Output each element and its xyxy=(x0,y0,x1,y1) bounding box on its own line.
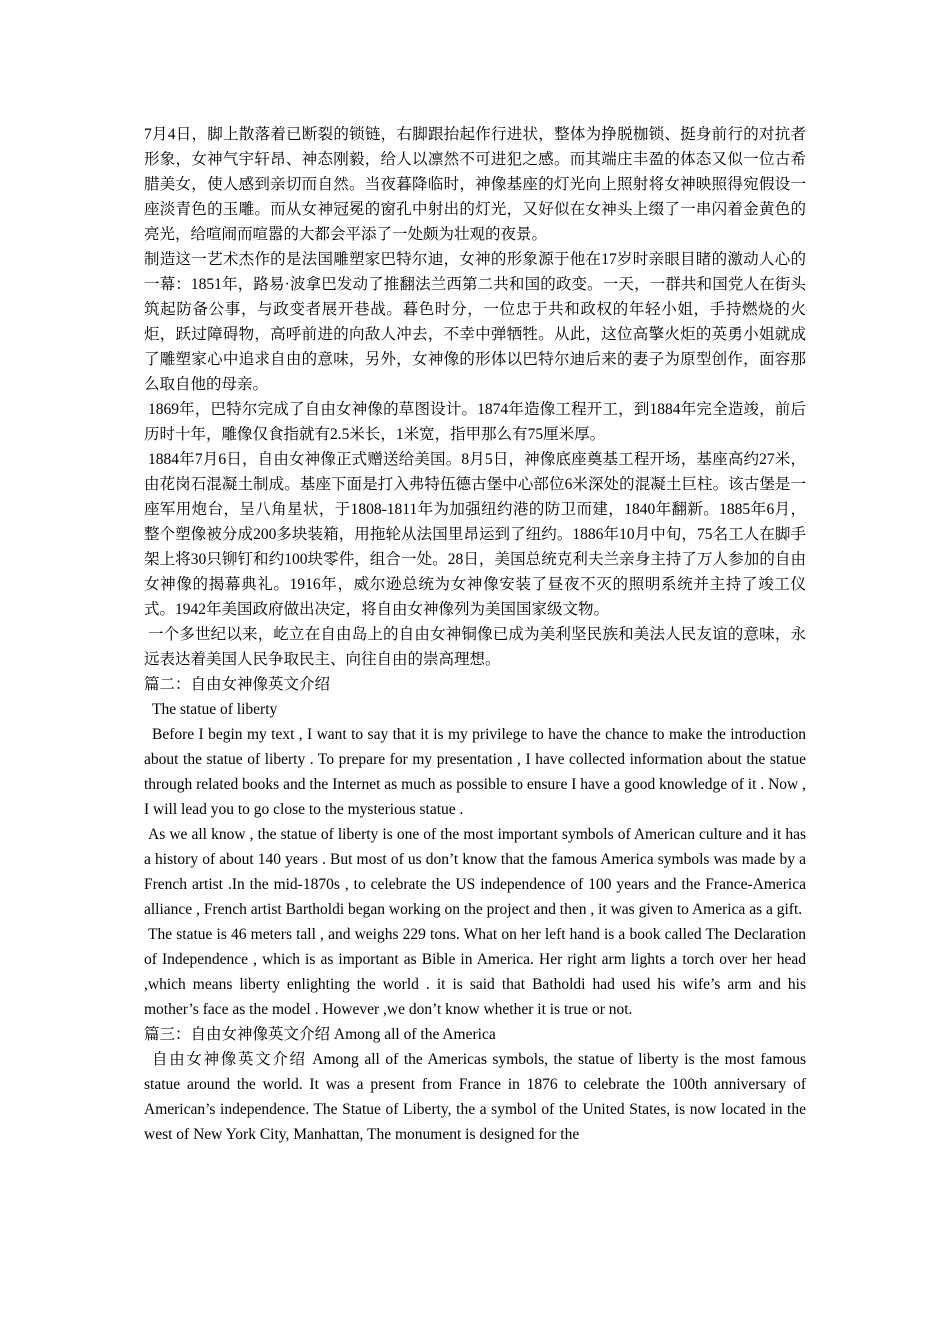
english-title: The statue of liberty xyxy=(152,701,278,718)
paragraph-construction-history: 1884年7月6日，自由女神像正式赠送给美国。8月5日，神像底座奠基工程开场，基座高约27米，由花岗石混凝土制成。基座下面是打入弗特伍德古堡中心部位6米深处的混凝土巨柱。该古堡是一座军用炮台，呈八角星状，于1808-1811年为加强纽约港的防卫而建，1840年翻新。1885年6月，整个塑像被分成200多块装箱，用拖轮从法国里昂运到了纽约。1886年10月中旬，75名工人在脚手架上将30只铆钉和约100块零件，组合一处。28日，美国总统克利夫兰亲身主持了万人参加的自由女神像的揭幕典礼。1916年，威尔逊总统为女神像安装了昼夜不灭的照明系统并主持了竣工仪式。1942年美国政府做出决定，将自由女神像列为美国国家级文物。 xyxy=(144,451,806,618)
section-heading-part-three: 篇三：自由女神像英文介绍 Among all of the America xyxy=(144,1026,496,1043)
paragraph-part-three-body: 自由女神像英文介绍 Among all of the Americas symbols, the statue of liberty is the most famous statue around the world. It was a present from France in 1876 to celebrate the 100th anniversary of American’s independence. The Statue of Liberty, the a symbol of the United States, is now located in the west of New York City, Manhattan, The monument is designed for the xyxy=(144,1051,806,1143)
paragraph-design-history: 1869年，巴特尔完成了自由女神像的草图设计。1874年造像工程开工，到1884年完全造竣，前后历时十年，雕像仅食指就有2.5米长，1米宽，指甲那么有75厘米厚。 xyxy=(144,401,806,443)
paragraph-english-intro: Before I begin my text , I want to say that it is my privilege to have the chance to make the introduction about the statue of liberty . To prepare for my presentation , I have collected information about the statue through related books and the Internet as much as possible to ensure I have a good knowledge of it . Now , I will lead you to go close to the mysterious statue . xyxy=(144,726,806,818)
paragraph-statue-description: 7月4日，脚上散落着已断裂的锁链，右脚跟抬起作行进状，整体为挣脱枷锁、挺身前行的对抗者形象，女神气宇轩昂、神态刚毅，给人以凛然不可进犯之感。而其端庄丰盈的体态又似一位古希腊美女，使人感到亲切而自然。当夜暮降临时，神像基座的灯光向上照射将女神映照得宛假设一座淡青色的玉雕。而从女神冠冕的窗孔中射出的灯光，又好似在女神头上缀了一串闪着金黄色的亮光，给喧闹而喧嚣的大都会平添了一处颇为壮观的夜景。 xyxy=(144,126,806,243)
paragraph-symbolism: 一个多世纪以来，屹立在自由岛上的自由女神铜像已成为美利坚民族和美法人民友谊的意味，永远表达着美国人民争取民主、向往自由的崇高理想。 xyxy=(144,626,806,668)
paragraph-sculptor-origin: 制造这一艺术杰作的是法国雕塑家巴特尔迪，女神的形象源于他在17岁时亲眼目睹的激动人心的一幕：1851年，路易·波拿巴发动了推翻法兰西第二共和国的政变。一天，一群共和国党人在街头筑起防备公事，与政变者展开巷战。暮色时分，一位忠于共和政权的年轻小姐，手持燃烧的火炬，跃过障碍物，高呼前进的向敌人冲去，不幸中弹牺牲。从此，这位高擎火炬的英勇小姐就成了雕塑家心中追求自由的意味，另外，女神像的形体以巴特尔迪后来的妻子为原型创作，面容那么取自他的母亲。 xyxy=(144,251,806,393)
paragraph-english-dimensions: The statue is 46 meters tall , and weighs 229 tons. What on her left hand is a book called The Declaration of Independence , which is as important as Bible in America. Her right arm lights a torch over her head ,which means liberty enlighting the world . it is said that Batholdi had used his wife’s arm and his mother’s face as the model . However ,we don’t know whether it is true or not. xyxy=(144,926,806,1018)
paragraph-english-history: As we all know , the statue of liberty is one of the most important symbols of American culture and it has a history of about 140 years . But most of us don’t know that the famous America symbols was made by a French artist .In the mid-1870s , to celebrate the US independence of 100 years and the France-America alliance , French artist Bartholdi began working on the project and then , it was given to America as a gift. xyxy=(144,826,806,918)
document-page xyxy=(144,122,806,1147)
section-heading-part-two: 篇二：自由女神像英文介绍 xyxy=(144,676,331,693)
